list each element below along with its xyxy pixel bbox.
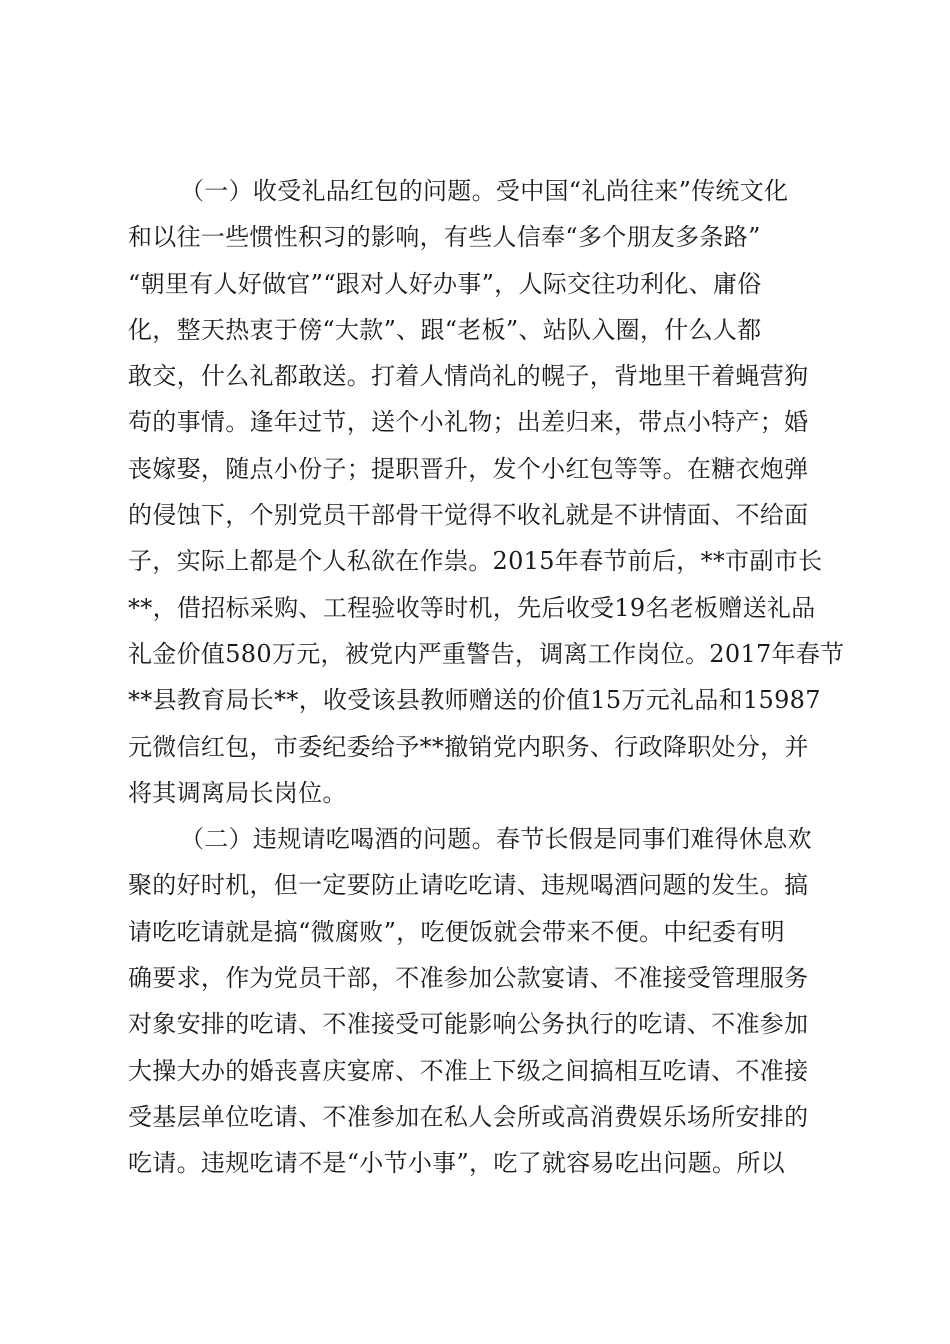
paragraph-2-line-6: 大操大办的婚丧喜庆宴席、不准上下级之间搞相互吃请、不准接 [128,1056,809,1085]
paragraph-2-line-7: 受基层单位吃请、不准参加在私人会所或高消费娱乐场所安排的 [128,1102,809,1131]
paragraph-1-line-9: 子，实际上都是个人私欲在作祟。2015年春节前后，**市副市长 [128,547,823,576]
paragraph-2-line-2: 聚的好时机，但一定要防止请吃吃请、违规喝酒问题的发生。搞 [128,871,809,900]
paragraph-2-line-3: 请吃吃请就是搞“微腐败”，吃便饭就会带来不便。中纪委有明 [128,917,785,946]
paragraph-1-line-8: 的侵蚀下，个别党员干部骨干觉得不收礼就是不讲情面、不给面 [128,501,809,530]
paragraph-2-line-8: 吃请。违规吃请不是“小节小事”，吃了就容易吃出问题。所以 [128,1149,785,1178]
paragraph-1-line-7: 丧嫁娶，随点小份子；提职晋升，发个小红包等等。在糖衣炮弹 [128,454,809,483]
paragraph-1-line-3: “朝里有人好做官”“跟对人好办事”，人际交往功利化、庸俗 [128,269,762,298]
paragraph-1-line-10: **，借招标采购、工程验收等时机，先后收受19名老板赠送礼品 [128,593,816,622]
paragraph-1-line-6: 苟的事情。逢年过节，送个小礼物；出差归来，带点小特产；婚 [128,408,809,437]
paragraph-1-line-4: 化，整天热衷于傍“大款”、跟“老板”、站队入圈，什么人都 [128,315,762,344]
paragraph-1-line-5: 敢交，什么礼都敢送。打着人情尚礼的幌子，背地里干着蝇营狗 [128,362,809,391]
document-body [128,168,848,1187]
paragraph-1-line-12: **县教育局长**，收受该县教师赠送的价值15万元礼品和15987 [128,686,821,715]
paragraph-2-line-4: 确要求，作为党员干部，不准参加公款宴请、不准接受管理服务 [128,964,809,993]
paragraph-1-line-1: （一）收受礼品红包的问题。受中国“礼尚往来”传统文化 [180,177,789,205]
paragraph-1-line-13: 元微信红包，市委纪委给予**撤销党内职务、行政降职处分，并 [128,732,809,761]
paragraph-1-line-14: 将其调离局长岗位。 [128,778,347,807]
paragraph-2-line-1: （二）违规请吃喝酒的问题。春节长假是同事们难得休息欢 [180,825,812,854]
paragraph-2-line-5: 对象安排的吃请、不准接受可能影响公务执行的吃请、不准参加 [128,1010,809,1039]
paragraph-1-line-11: 礼金价值580万元，被党内严重警告，调离工作岗位。2017年春节 [128,639,845,668]
paragraph-1-line-2: 和以往一些惯性积习的影响，有些人信奉“多个朋友多条路” [128,223,761,252]
